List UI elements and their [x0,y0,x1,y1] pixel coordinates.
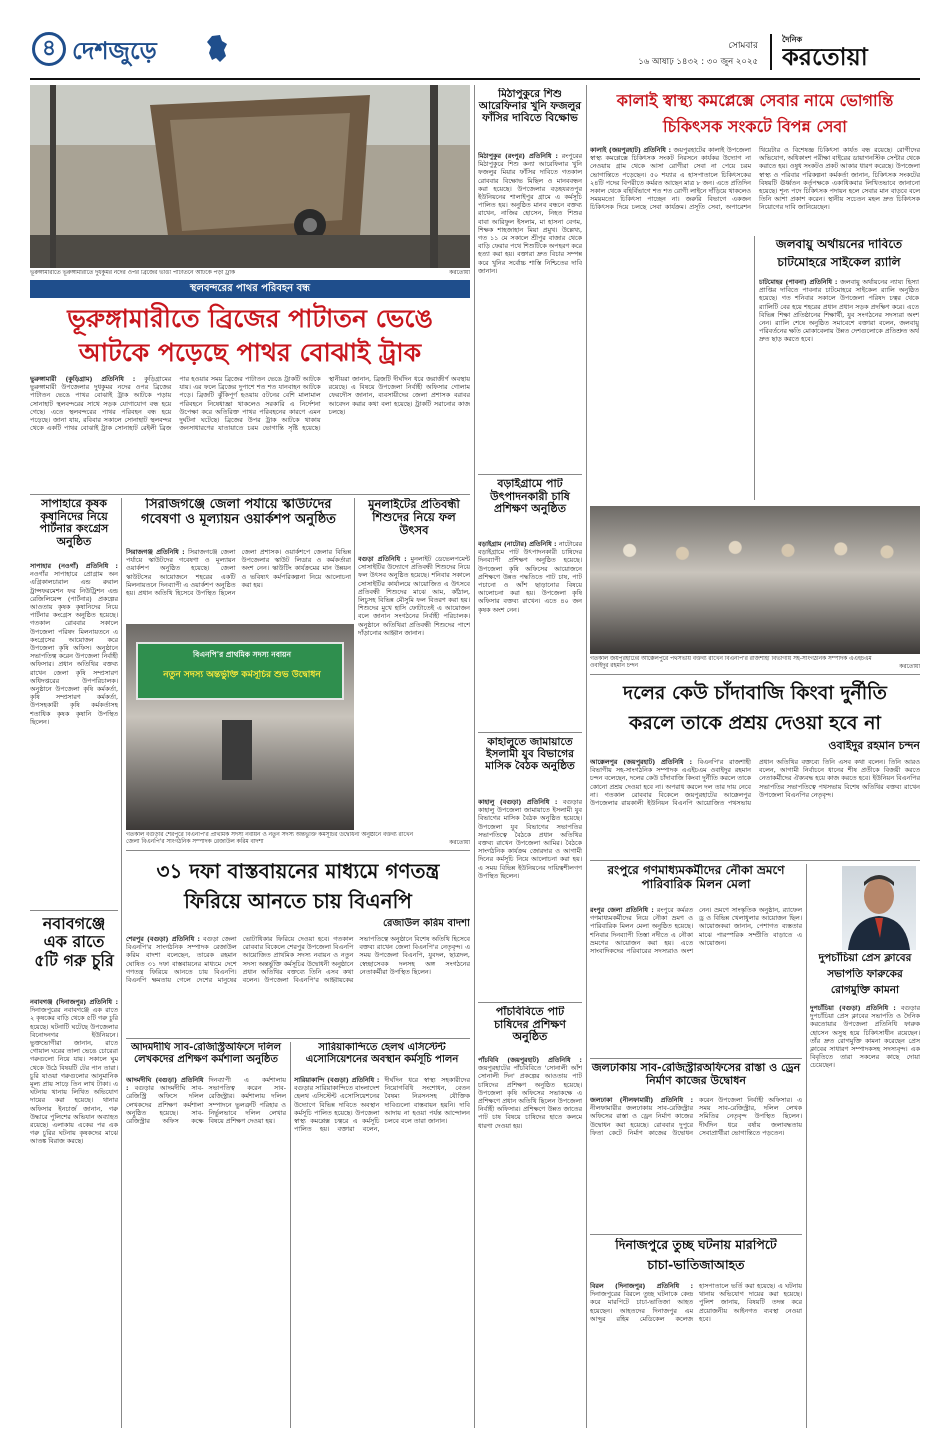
sapahar-dateline: সাপাহার (নওগাঁ) প্রতিনিধি : [30,562,118,570]
climate-body [759,278,919,498]
issue-date: ১৬ আষাঢ় ১৪৩২ : ৩০ জুন ২০২৫ [638,57,758,67]
dinajpur-body-text: দিনাজপুরের বিরলে তুচ্ছ ঘটনাকে কেন্দ্র করে মারপিটে চাচা-ভাতিজা আহত হয়েছেন। আহতদের দিনাজপুর এম আব্দুর রহিম মেডিকেল কলেজ হাসপাতালে ভর্তি করা হয়েছে। এ ঘটনায় থানায় অভিযোগ দায়ের করা হয়েছে। পুলিশ জানায়, বিষয়টি তদন্ত করে প্রয়োজনীয় আইনগত ব্যবস্থা নেওয়া হবে। [590,1282,802,1323]
sariakandi-headline: সারিয়াকান্দিতে হেলথ এসিস্টেন্ট এসোসিয়েশনের অবস্থান কর্মসূচি পালন [305,1042,459,1065]
adamdighi-headline: আদমদীঘি সাব-রেজিস্ট্রিঅফিসে দলিল লেখকদের প্রশিক্ষণ কর্মশালা অনুষ্ঠিত [130,1042,282,1065]
rule-left-col [121,498,122,1428]
kalai-body-text: জয়পুরহাটের কালাই উপজেলা স্বাস্থ্য কমপ্লেক্সে চিকিৎসক সংকট নিরসনে কার্যকর উদ্যোগ না নেওয়ায় গ্রাম থেকে আসা রোগীরা সেবা না পেয়ে চরম ভোগান্তিতে পড়েছেন। ৫০ শয্যার এ হাসপাতালে চিকিৎসকের ২৪টি পদের বিপরীতে কর্মরত আছেন মাত্র ৮ জন। এতে প্রতিদিন সকাল থেকে বহির্বিভাগে শত শত রোগী লাইনে দাঁড়িয়ে থাকলেও সময়মতো চিকিৎসা পাচ্ছেন না। জরুরি বিভাগে একজন চিকিৎসক দিয়ে চলছে সেবা কার্যক্রম। প্রসূতি সেবা, অপারেশন থিয়েটার ও বিশেষজ্ঞ চিকিৎসা কার্যত বন্ধ রয়েছে। রোগীদের অভিযোগ, অধিকাংশ পরীক্ষা বাইরের ডায়াগনস্টিক সেন্টার থেকে করাতে হয়। ওষুধ সংকটও প্রকট আকার ধারণ করেছে। উপজেলা স্বাস্থ্য ও পরিবার পরিকল্পনা কর্মকর্তা জানান, চিকিৎসক সংকটের বিষয়টি ঊর্ধ্বতন কর্তৃপক্ষকে একাধিকবার লিখিতভাবে জানানো হয়েছে। শূন্য পদে চিকিৎসক পদায়ন হলে সেবার মান বাড়বে বলে তিনি আশা প্রকাশ করেন। স্থানীয় সচেতন মহল দ্রুত চিকিৎসক নিয়োগের দাবি জানিয়েছেন। [590,146,920,212]
sirajganj-headline: সিরাজগঞ্জে জেলা পর্যায়ে স্কাউটদের গবেষণা ও মূল্যায়ন ওয়ার্কশপ অনুষ্ঠিত [141,498,336,527]
lead-photo-credit: করতোয়া [449,270,470,276]
rule-r4 [590,1234,802,1235]
nawabganj-headline: নবাবগঞ্জে এক রাতে ৫টি গরু চুরি [34,915,114,970]
dupchanchia-headline-line1: দুপচাঁচিয়া প্রেস ক্লাবের [818,952,912,964]
sariakandi-body-text: বগুড়ার সারিয়াকান্দিতে বাংলাদেশ হেলথ এসিস্টেন্ট এসোসিয়েশনের উদ্যোগে বিভিন্ন দাবিতে অবস্থান কর্মসূচি পালিত হয়েছে। উপজেলা স্বাস্থ্য কমপ্লেক্স চত্বরে এ কর্মসূচি পালিত হয়। বক্তারা বলেন, দীর্ঘদিন ধরে স্বাস্থ্য সহকারীদের নিয়োগবিধি সংশোধন, বেতন বৈষম্য নিরসনসহ যৌক্তিক দাবিগুলো বাস্তবায়ন হয়নি। দাবি আদায় না হওয়া পর্যন্ত আন্দোলন চলবে বলে তারা জানান। [294,1076,470,1134]
rule-c4-1 [478,474,582,475]
chandan-headline-line2: করলে তাকে প্রশ্রয় দেওয়া হবে না [629,712,881,734]
dupchanchia-portrait [842,866,916,950]
climate-dateline: চাটমোহর (পাবনা) প্রতিনিধি : [759,278,838,286]
sapahar-body [30,562,118,907]
rule-sapahar [30,910,118,911]
nawabganj-dateline: নবাবগঞ্জ (দিনাজপুর) প্রতিনিধি : [30,998,118,1006]
moonlight-body-text: মুনলাইট ডেভেলপমেন্ট সোসাইটির উদ্যোগে প্রতিবন্ধী শিশুদের নিয়ে ফল উৎসব অনুষ্ঠিত হয়েছে। শনিবার সকালে সোসাইটির কার্যালয়ে আয়োজিত এ উৎসবে প্রতিবন্ধী শিশুদের মাঝে আম, কাঁঠাল, লিচুসহ বিভিন্ন মৌসুমি ফল বিতরণ করা হয়। শিশুদের মুখে হাসি ফোটাতেই এ আয়োজন বলে জানান সংগঠনের নির্বাহী পরিচালক। অনুষ্ঠানে অতিথিরা প্রতিবন্ধী শিশুদের পাশে দাঁড়ানোর আহ্বান জানান। [358,555,470,637]
panchbibi-dateline: পাঁচবিবি (জয়পুরহাট) প্রতিনিধি : [478,1056,582,1064]
kahalu-body-text: বগুড়ার কাহালু উপজেলা জামায়াতে ইসলামী যুব বিভাগের মাসিক বৈঠক অনুষ্ঠিত হয়েছে। উপজেলা যুব বিভাগের সভাপতির সভাপতিত্বে বৈঠকে প্রধান অতিথির বক্তব্য রাখেন উপজেলা আমির। বৈঠকে সাংগঠনিক কার্যক্রম জোরদার ও আগামী দিনের কর্মসূচি নিয়ে আলোচনা করা হয়। এ সময় বিভিন্ন ইউনিয়নের দায়িত্বশীলগণ উপস্থিত ছিলেন। [478,798,582,880]
baraigram-body [478,540,582,728]
baraigram-dateline: বড়াইগ্রাম (নাটোর) প্রতিনিধি : [478,540,557,548]
climate-body-text: জলবায়ু অর্থায়নের ন্যায্য হিস্যা প্রাপ্তির দাবিতে পাবনার চাটমোহরে সাইকেল র‌্যালি অনুষ্ঠিত হয়েছে। গত শনিবার সকালে উপজেলা পরিষদ চত্বর থেকে র‌্যালিটি বের হয়ে শহরের প্রধান প্রধান সড়ক প্রদক্ষিণ করে। এতে বিভিন্ন শিক্ষা প্রতিষ্ঠানের শিক্ষার্থী, যুব সংগঠনের সদস্যরা অংশ নেন। র‌্যালি শেষে অনুষ্ঠিত সমাবেশে বক্তারা বলেন, জলবায়ু পরিবর্তনের ক্ষতি মোকাবেলায় উন্নত দেশগুলোকে প্রতিশ্রুত অর্থ দ্রুত ছাড় করতে হবে। [759,278,919,344]
bnp-headline-line2: ফিরিয়ে আনতে চায় বিএনপি [184,889,412,913]
climate-headline-line1: জলবায়ু অর্থায়নের দাবিতে [775,238,903,251]
baraigram-body-text: নাটোরের বড়াইগ্রামে পাট উৎপাদনকারী চাষিদের দিনব্যাপী প্রশিক্ষণ অনুষ্ঠিত হয়েছে। উপজেলা কৃষি অফিসের আয়োজনে প্রশিক্ষণে উন্নত পদ্ধতিতে পাট চাষ, পাট পচানো ও আঁশ ছাড়ানোর বিষয়ে আলোচনা করা হয়। উপজেলা কৃষি অফিসার বক্তব্য রাখেন। এতে ৪০ জন কৃষক অংশ নেন। [478,540,582,614]
sariakandi-dateline: সারিয়াকান্দি (বগুড়া) প্রতিনিধি : [294,1076,380,1084]
rule-r-dupchanchia [806,864,807,1428]
chandan-headline-line1: দলের কেউ চাঁদাবাজি কিংবা দুর্নীতি [623,682,887,704]
bnp-photo-credit: করতোয়া [449,840,470,846]
sirajganj-body [126,548,351,620]
kahalu-body [478,798,582,998]
masthead-small: দৈনিক [782,35,803,44]
page-header [30,28,920,78]
climate-box [754,236,920,500]
moonlight-headline: মুনলাইটের প্রতিবন্ধী শিশুদের নিয়ে ফল উৎসব [368,498,460,538]
adamdighi-body [126,1076,286,1428]
bnp-body [126,935,470,1035]
mithapukur-body-text: রংপুরের মিঠাপুকুরে শিশু কন্যা আরেফিনার খুনি ফজলুর মিয়ার ফাঁসির দাবিতে গতকাল রোববার বিক্ষোভ মিছিল ও মানববন্ধন করা হয়েছে। উপজেলার বড়হযরতপুর ইউনিয়নের শালাইপুর গ্রামে এ কর্মসূচি পালিত হয়। অনুষ্ঠিত মানব বন্ধনে বক্তব্য রাখেন, নাজির হোসেন, নিহত শিশুর বাবা আরিফুল ইসলাম, মা হাসনা বেগম, শিক্ষক শাহজাহান মিয়া প্রমুখ। উল্লেখ্য, গত ১১ মে সকালে শ্রীপুর বাজার থেকে বাড়ি ফেরার পথে শিশুটিকে অপহরণ করে হত্যা করা হয়। বক্তারা দ্রুত বিচার সম্পন্ন করে খুনির সর্বোচ্চ শাস্তি নিশ্চিতের দাবি জানান। [478,152,582,275]
lead-headline-line1: ভূরুঙ্গামারীতে ব্রিজের পাটাতন ভেঙে [67,304,433,333]
sirajganj-dateline: সিরাজগঞ্জ প্রতিনিধি : [126,548,185,556]
jaldhaka-body [590,1096,802,1230]
bnp-body-text: বগুড়া জেলা বিএনপি'র সাংগঠনিক সম্পাদক রেজাউল করিম বাদশা বলেছেন, তারেক রহমান ঘোষিত ৩১ দফা বাস্তবায়নের মাধ্যমে দেশে গণতন্ত্র ফিরিয়ে আনতে চায় বিএনপি। বিএনপি ক্ষমতায় গেলে দেশের মানুষের ভোটাধিকার ফিরিয়ে দেওয়া হবে। গতকাল রোববার বিকেলে শেরপুর উপজেলা বিএনপি আয়োজিত প্রাথমিক সদস্য নবায়ন ও নতুন সদস্য অন্তর্ভুক্তি কর্মসূচির উদ্বোধনী অনুষ্ঠানে প্রধান অতিথির বক্তব্যে তিনি এসব কথা বলেন। উপজেলা বিএনপি'র আহ্বায়কের সভাপতিত্বে অনুষ্ঠানে বিশেষ অতিথি হিসেবে বক্তব্য রাখেন জেলা বিএনপি'র নেতৃবৃন্দ। এ সময় উপজেলা বিএনপি, যুবদল, ছাত্রদল, স্বেচ্ছাসেবক দলসহ অঙ্গ সংগঠনের নেতাকর্মীরা উপস্থিত ছিলেন। [126,935,470,985]
mithapukur-body [478,152,582,470]
akkelpur-photo-credit: করতোয়া [899,664,920,670]
rule-c4-3 [478,1002,582,1003]
bnp-byline: রেজাউল করিম বাদশা [382,918,470,929]
nawabganj-body [30,998,118,1426]
lead-photo-caption: ভূরুঙ্গামারীতে ভূরুঙ্গামারীতে দুধকুমর নদের ওপর ব্রিজের ভাঙা পাটাতনে আটকে পড়া ট্রাক [30,270,235,276]
rule-sirajganj [354,498,355,620]
header-rule [30,78,920,80]
rule-adamdighi [290,1042,291,1428]
lead-dateline: ভুরুঙ্গামারী (কুড়িগ্রাম) প্রতিনিধি : [30,375,136,383]
moonlight-dateline: বগুড়া প্রতিনিধি : [358,555,407,563]
adamdighi-dateline: আদমদীঘি (বগুড়া) প্রতিনিধি : [126,1076,204,1093]
climate-headline-line2: চাটমোহরে সাইকেল র‌্যালি [777,256,901,269]
mithapukur-dateline: মিঠাপুকুর (রংপুর) প্রতিনিধি : [478,152,558,160]
bnp-event-photo [126,624,354,830]
masthead-logo: করতোয়া [782,43,868,71]
bnp-dateline: শেরপুর (বগুড়া) প্রতিনিধি : [126,935,200,943]
kalai-dateline: কালাই (জয়পুরহাট) প্রতিনিধি : [590,146,672,154]
rule-c4-2 [478,732,582,733]
jaldhaka-headline: জলঢাকায় সাব-রেজিস্ট্রারঅফিসের রাস্তা ও ড্রেন নির্মাণ কাজের উদ্বোধন [591,1062,801,1087]
kahalu-dateline: কাহালু (বগুড়া) প্রতিনিধি : [478,798,558,806]
podium [222,720,252,780]
kahalu-headline: কাহালুতে জামায়াতে ইসলামী যুব বিভাগের মাসিক বৈঠক অনুষ্ঠিত [485,736,575,773]
mithapukur-headline: মিঠাপুকুরে শিশু আরেফিনার খুনি ফজলুর ফাঁসির দাবিতে বিক্ষোভ [478,88,582,125]
lead-strap-banner: স্থলবন্দরের পাথর পরিবহন বন্ধ [30,280,470,298]
dupchanchia-body [810,1004,920,1428]
section-title: দেশজুড়ে [72,37,157,65]
moonlight-body [358,555,470,830]
panchbibi-body-text: জয়পুরহাটের পাঁচবিবিতে 'সোনালী আঁশ সোনালী দিন' প্রকল্পের আওতায় পাট চাষিদের প্রশিক্ষণ অনুষ্ঠিত হয়েছে। উপজেলা কৃষি অফিসের সভাকক্ষে এ প্রশিক্ষণে প্রধান অতিথি ছিলেন উপজেলা নির্বাহী অফিসার। প্রশিক্ষণে উন্নত জাতের পাট চাষ বিষয়ে চাষিদের হাতে কলমে ধারণা দেওয়া হয়। [478,1064,582,1130]
akkelpur-rally-photo [590,506,920,654]
rangpur-dateline: রংপুর জেলা প্রতিনিধি : [590,906,654,914]
dupchanchia-body-text: বগুড়ার দুপচাঁচিয়া প্রেস ক্লাবের সভাপতি ও দৈনিক করতোয়ার উপজেলা প্রতিনিধি ফারুক হোসেন অসুস্থ হয়ে চিকিৎসাধীন রয়েছেন। তাঁর দ্রুত রোগমুক্তি কামনা করেছেন প্রেস ক্লাবের সাধারণ সম্পাদকসহ সদস্যবৃন্দ। এক বিবৃতিতে তারা সকলের কাছে দোয়া চেয়েছেন। [810,1004,920,1070]
chandan-body [590,758,920,856]
lead-body-text: কুড়িগ্রামের ভুরুঙ্গামারী উপজেলার দুধকুমর নদের ওপর ব্রিজের পাটাতন ভেঙে পাথর বোঝাই ট্রাক আটকে পড়ায় সোনাহাট স্থলবন্দরের সাথে সড়ক যোগাযোগ বন্ধ হয়ে গেছে। এতে স্থলবন্দরের পাথর পরিবহন বন্ধ হয়ে পড়েছে। জানা যায়, রবিবার সকালে সোনাহাট স্থলবন্দর থেকে একটি পাথর বোঝাই ট্রাক সোনাহাট রেইলী ব্রিজ পার হওয়ার সময় ব্রিজের পাটাতন ভেঙে ট্রাকটি আটকে যায়। এর ফলে ব্রিজের দুপাশে শত শত যানবাহন আটকে পড়ে। ব্রিজটি ঝুঁকিপূর্ণ হওয়ায় ৫টনের বেশি মালামাল পরিবহনে নিষেধাজ্ঞা থাকলেও সরকারি এ নির্দেশনা উপেক্ষা করে অতিরিক্ত পাথর পরিবহনের কারণে এমন দুর্ঘটনা ঘটেছে। ব্রিজের উপর ট্রাক আটকে থাকায় জনসাধারণের যাতায়াতে চরম ভোগান্তি সৃষ্টি হয়েছে। স্থানীয়রা জানান, ব্রিজটি দীর্ঘদিন ধরে জরাজীর্ণ অবস্থায় রয়েছে। এ বিষয়ে উপজেলা নির্বাহী অফিসার গোলাম ফেরদৌস জানান, ব্যবসায়ীদের জেলা প্রশাসক বরাবর আবেদন করার কথা বলা হয়েছে। ট্রাকটি সরানোর কাজ চলছে। [30,375,470,433]
rangpur-body [590,906,802,1054]
dupchanchia-dateline: দুপচাঁচিয়া (বগুড়া) প্রতিনিধি : [810,1004,896,1012]
masthead-divider [770,34,772,70]
issue-day: সোমবার [728,41,758,51]
lead-photo [30,85,470,268]
rule-r2 [590,860,920,861]
jaldhaka-body-text: নীলফামারীর জলঢাকায় সাব-রেজিস্ট্রার অফিসের রাস্তা ও ড্রেন নির্মাণ কাজের উদ্বোধন করা হয়েছে। রোববার দুপুরে ফিতা কেটে নির্মাণ কাজের উদ্বোধন করেন উপজেলা নির্বাহী অফিসার। এ সময় সাব-রেজিস্ট্রার, দলিল লেখক সমিতির নেতৃবৃন্দ উপস্থিত ছিলেন। দীর্ঘদিন ধরে বর্ষায় জলাবদ্ধতায় সেবাপ্রার্থীরা ভোগান্তিতে পড়তেন। [590,1096,802,1137]
rule-bnp-top [126,850,470,851]
dupchanchia-headline-line2: সভাপতি ফারুকের [827,968,903,980]
baraigram-headline: বড়াইগ্রামে পাট উৎপাদনকারী চাষি প্রশিক্ষণ অনুষ্ঠিত [490,478,570,516]
kalai-headline-line1: কালাই স্বাস্থ্য কমপ্লেক্সে সেবার নামে ভোগান্তি [616,91,894,110]
sapahar-body-text: নওগাঁর সাপাহারে প্রোগ্রাম অন এগ্রিকালচারাল এন্ড রুরাল ট্রান্সফরমেশন ফর নিউট্রিশন এন্ড রেজিলিয়েন্স (পার্টনার) প্রকল্পের আওতায় কৃষক কৃষানিদের নিয়ে পার্টনার কংগ্রেস অনুষ্ঠিত হয়েছে। গতকাল রোববার সকালে উপজেলা পরিষদ মিলনায়তনে এ কংগ্রেসের আয়োজন করে উপজেলা কৃষি অফিস। অনুষ্ঠানে সভাপতিত্ব করেন উপজেলা নির্বাহী অফিসার। প্রধান অতিথির বক্তব্য রাখেন জেলা কৃষি সম্প্রসারণ অধিদপ্তরের উপপরিচালক। অনুষ্ঠানে উপজেলা কৃষি কর্মকর্তা, কৃষি সম্প্রসারণ কর্মকর্তা, উপসহকারী কৃষি কর্মকর্তাসহ শতাধিক কৃষক কৃষানি উপস্থিত ছিলেন। [30,570,118,726]
chandan-byline: ওবাইদুর রহমান চন্দন [828,740,920,752]
chandan-dateline: আক্কেলপুর (জয়পুরহাট) প্রতিনিধি : [590,758,693,766]
dinajpur-headline-line2: চাচা-ভাতিজাআহত [647,1258,745,1272]
dinajpur-dateline: বিরল (দিনাজপুর) প্রতিনিধি : [590,1282,693,1290]
rangpur-body-text: রংপুরে কর্মরত গণমাধ্যমকর্মীদের নিয়ে নৌকা ভ্রমণ ও পারিবারিক মিলন মেলা অনুষ্ঠিত হয়েছে। শনিবার দিনব্যাপী তিস্তা নদীতে এ নৌকা ভ্রমণের আয়োজন করা হয়। এতে সাংবাদিকদের পরিবারের সদস্যরাও অংশ নেন। ভ্রমণে সাংস্কৃতিক অনুষ্ঠান, র‌্যাফেল ড্র ও বিভিন্ন খেলাধুলার আয়োজন ছিল। আয়োজকরা জানান, পেশাগত ব্যস্ততার মাঝে পারস্পরিক সম্প্রীতি বাড়াতে এ আয়োজন। [590,906,802,956]
rule-bottom-left [126,1038,470,1039]
bnp-photo-caption: গতকাল বগুড়ার শেরপুরে বিএনপি'র প্রাথমিক সদস্য নবায়ন ও নতুন সদস্য অন্তর্ভুক্তি কর্মসূচির উদ্বোধনী অনুষ্ঠানে বক্তব্য রাখেন জেলা বিএনপি'র সাংগঠনিক সম্পাদক রেজাউল করিম বাদশা [126,832,414,845]
dupchanchia-headline-line3: রোগমুক্তি কামনা [830,984,900,996]
lead-story-body [30,375,470,490]
panchbibi-body [478,1056,582,1428]
jaldhaka-dateline: জলঢাকা (নীলফামারী) প্রতিনিধি : [590,1096,693,1104]
rule-col3 [474,85,475,1428]
sirajganj-body-text: সিরাজগঞ্জে জেলা পর্যায়ে স্কাউটদের গবেষণা ও মূল্যায়ন ওয়ার্কশপ অনুষ্ঠিত হয়েছে। জেলা স্কাউটসের আয়োজনে শহরের একটি মিলনায়তনে দিনব্যাপী এ ওয়ার্কশপ অনুষ্ঠিত হয়। প্রধান অতিথি হিসেবে উপস্থিত ছিলেন জেলা প্রশাসক। ওয়ার্কশপে জেলার বিভিন্ন উপজেলার স্কাউট লিডার ও কর্মকর্তারা অংশ নেন। স্কাউটিং কার্যক্রমের মান উন্নয়ন ও ভবিষ্যৎ কর্মপরিকল্পনা নিয়ে আলোচনা করা হয়। [126,548,351,598]
sapahar-headline: সাপাহারে কৃষক কৃষানিদের নিয়ে পার্টনার কংগ্রেস অনুষ্ঠিত [39,498,109,548]
rule-r1 [590,674,920,675]
panchbibi-headline: পাঁচবিবিতে পাট চাষিদের প্রশিক্ষণ অনুষ্ঠিত [494,1006,566,1044]
banner-line-1: বিএনপি'র প্রাথমিক সদস্য নবায়ন [193,650,291,659]
bnp-headline-line1: ৩১ দফা বাস্তবায়নের মাধ্যমে গণতন্ত্র [156,859,440,883]
chandan-body-text: বিএনপি'র রাজশাহী বিভাগীয় সহ-সাংগঠনিক সম্পাদক এএইচএম ওবাইদুর রহমান চন্দন বলেছেন, দলের কেউ চাঁদাবাজি কিংবা দুর্নীতি করলে তাকে কোনো প্রশ্রয় দেওয়া হবে না। অপরাধ করলে দল তার দায় নেবে না। গতকাল রোববার বিকেলে জয়পুরহাটের আক্কেলপুর উপজেলার রায়কালী ইউনিয়ন বিএনপি আয়োজিত পথসভায় প্রধান অতিথির বক্তব্যে তিনি এসব কথা বলেন। তিনি আরও বলেন, আগামী নির্বাচনে ধানের শীষ প্রতীকে বিজয়ী করতে নেতাকর্মীদের ঐক্যবদ্ধ হয়ে কাজ করতে হবে। ইউনিয়ন বিএনপির সভাপতির সভাপতিত্বে পথসভায় বিশেষ অতিথির বক্তব্য রাখেন উপজেলা বিএনপির নেতৃবৃন্দ। [590,758,920,808]
page-number-badge: ৪ [32,32,66,66]
rangpur-headline: রংপুরে গণমাধ্যমকর্মীদের নৌকা ভ্রমণে পারিবারিক মিলন মেলা [607,864,785,891]
lead-headline-line2: আটকে পড়েছে পাথর বোঝাই ট্রাক [78,338,422,367]
dinajpur-headline-line1: দিনাজপুরে তুচ্ছ ঘটনায় মারপিটে [615,1238,777,1252]
banner-line-2: নতুন সদস্য অন্তর্ভুক্তি কর্মসূচির শুভ উদ্বোধন [163,670,321,680]
rule-r3 [590,1058,802,1059]
bnp-event-banner [136,642,344,700]
adamdighi-body-text: বগুড়ার আদমদীঘি সাব-রেজিস্ট্রি অফিসে দলিল লেখকদের প্রশিক্ষণ কর্মশালা অনুষ্ঠিত হয়েছে। সাব-রেজিস্ট্রার অফিস কক্ষে দিনব্যাপী এ কর্মশালায় সভাপতিত্ব করেন সাব-রেজিস্ট্রার। কর্মশালায় দলিল সম্পাদনে ভুলত্রুটি পরিহার ও নির্ভুলভাবে দলিল লেখার বিষয়ে প্রশিক্ষণ দেওয়া হয়। [126,1076,286,1126]
akkelpur-photo-caption: গতকাল জয়পুরহাটের আক্কেলপুরে পথসভায় বক্তব্য রাখেন বিএনপি'র রাজশাহী বিভাগীয় সহ-সাংগঠনিক সম্পাদক এএইচএম ওবাইদুর রহমান চন্দন [590,656,872,669]
nawabganj-body-text: দিনাজপুরের নবাবগঞ্জে এক রাতে ২ কৃষকের বাড়ি থেকে ৫টি গরু চুরি হয়েছে। ঘটনাটি ঘটেছে উপজেলার বিনোদনগর ইউনিয়নে। ভুক্তভোগীরা জানান, রাতে গোয়াল ঘরের তালা ভেঙে চোরেরা গরুগুলো নিয়ে যায়। সকালে ঘুম থেকে উঠে বিষয়টি টের পান তারা। চুরি যাওয়া গরুগুলোর আনুমানিক মূল্য প্রায় সাড়ে তিন লাখ টাকা। এ ঘটনায় থানায় লিখিত অভিযোগ দায়ের করা হয়েছে। থানার অফিসার ইনচার্জ জানান, গরু উদ্ধারে পুলিশের অভিযান অব্যাহত রয়েছে। এলাকায় একের পর এক গরু চুরির ঘটনায় কৃষকদের মাঝে আতঙ্ক বিরাজ করছে। [30,1006,118,1146]
kalai-headline-line2: চিকিৎসক সংকটে বিপন্ন সেবা [663,117,847,136]
sariakandi-body [294,1076,470,1428]
rule-col4 [586,85,587,1428]
dinajpur-body [590,1282,802,1428]
rule-lead-bottom [30,494,470,495]
bangladesh-map-icon [206,34,228,64]
